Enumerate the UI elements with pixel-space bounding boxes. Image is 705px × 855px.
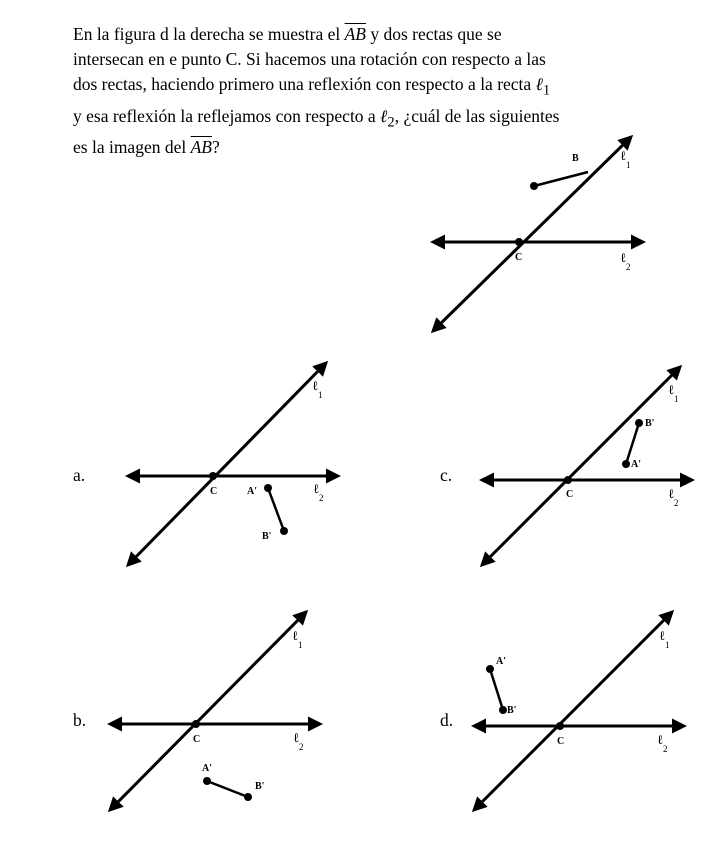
- d-segment: [490, 669, 503, 710]
- d-point-b: [499, 706, 507, 714]
- a-label-a: A': [247, 486, 257, 497]
- question-line-1: En la figura d la derecha se muestra el $\overline{AB}$ y dos rectas que se: [73, 24, 502, 44]
- d-label-l2: ℓ: [657, 732, 664, 747]
- question-line-5: es la imagen del $\overline{AB}$?: [73, 137, 220, 157]
- segment-ab: $\overline{AB}$: [344, 24, 366, 44]
- d-label-l2-sub: 2: [663, 744, 668, 754]
- b-label-l2-sub: 2: [299, 742, 304, 752]
- b-point-a: [203, 777, 211, 785]
- c-line-1: [482, 367, 680, 565]
- a-line-1: [128, 363, 326, 565]
- option-a-letter[interactable]: a.: [73, 465, 86, 485]
- segment-ab-2: $\overline{AB}$: [190, 137, 212, 157]
- c-label-l1: ℓ: [668, 382, 675, 397]
- d-label-b: B': [507, 705, 517, 716]
- b-label-l1: ℓ: [292, 628, 299, 643]
- a-segment: [268, 488, 284, 531]
- a-label-l1: ℓ: [312, 378, 319, 393]
- option-c-figure[interactable]: [482, 367, 692, 565]
- d-label-a: A': [496, 656, 506, 667]
- b-label-c: C: [193, 734, 201, 745]
- option-c-letter[interactable]: c.: [440, 465, 453, 485]
- d-point-c: [556, 722, 564, 730]
- c-label-b: B': [645, 418, 655, 429]
- a-label-b: B': [262, 531, 272, 542]
- main-segment-ab: [534, 172, 588, 186]
- c-label-l2-sub: 2: [674, 498, 679, 508]
- b-label-l2: ℓ: [293, 730, 300, 745]
- option-b-figure[interactable]: [110, 612, 320, 810]
- main-line-1: [433, 137, 631, 331]
- c-point-b: [635, 419, 643, 427]
- main-label-l2: ℓ: [620, 250, 627, 265]
- a-label-l1-sub: 1: [318, 390, 323, 400]
- main-label-l1: ℓ: [620, 148, 627, 163]
- c-label-c: C: [566, 489, 574, 500]
- d-label-l1-sub: 1: [665, 640, 670, 650]
- a-label-l2-sub: 2: [319, 493, 324, 503]
- main-label-c: C: [515, 252, 523, 263]
- main-figure: [433, 137, 643, 331]
- a-label-l2: ℓ: [313, 481, 320, 496]
- a-point-a: [264, 484, 272, 492]
- main-label-b: B: [572, 153, 579, 164]
- main-label-l1-sub: 1: [626, 160, 631, 170]
- option-d-figure[interactable]: [474, 612, 684, 810]
- main-label-l2-sub: 2: [626, 262, 631, 272]
- d-label-l1: ℓ: [659, 628, 666, 643]
- d-point-a: [486, 665, 494, 673]
- b-point-c: [192, 720, 200, 728]
- question-line-4: y esa reflexión la reflejamos con respecto a ℓ$_2$, ¿cuál de las siguientes: [73, 105, 560, 130]
- a-point-b: [280, 527, 288, 535]
- a-point-c: [209, 472, 217, 480]
- main-point-c: [515, 238, 523, 246]
- b-label-l1-sub: 1: [298, 640, 303, 650]
- b-segment: [207, 781, 248, 797]
- question-line-3: dos rectas, haciendo primero una reflexión con respecto a la recta ℓ$_1$: [73, 74, 551, 99]
- option-a-figure[interactable]: [128, 363, 338, 565]
- question-line-2: intersecan en e punto C. Si hacemos una rotación con respecto a las: [73, 49, 546, 69]
- option-b-letter[interactable]: b.: [73, 710, 87, 730]
- c-segment: [626, 423, 639, 464]
- b-point-b: [244, 793, 252, 801]
- b-label-b: B': [255, 781, 265, 792]
- c-point-a: [622, 460, 630, 468]
- c-label-l2: ℓ: [668, 486, 675, 501]
- d-label-c: C: [557, 736, 565, 747]
- c-label-l1-sub: 1: [674, 394, 679, 404]
- c-point-c: [564, 476, 572, 484]
- main-point-a: [530, 182, 538, 190]
- option-d-letter[interactable]: d.: [440, 710, 454, 730]
- a-label-c: C: [210, 486, 218, 497]
- b-label-a: A': [202, 763, 212, 774]
- c-label-a: A': [631, 459, 641, 470]
